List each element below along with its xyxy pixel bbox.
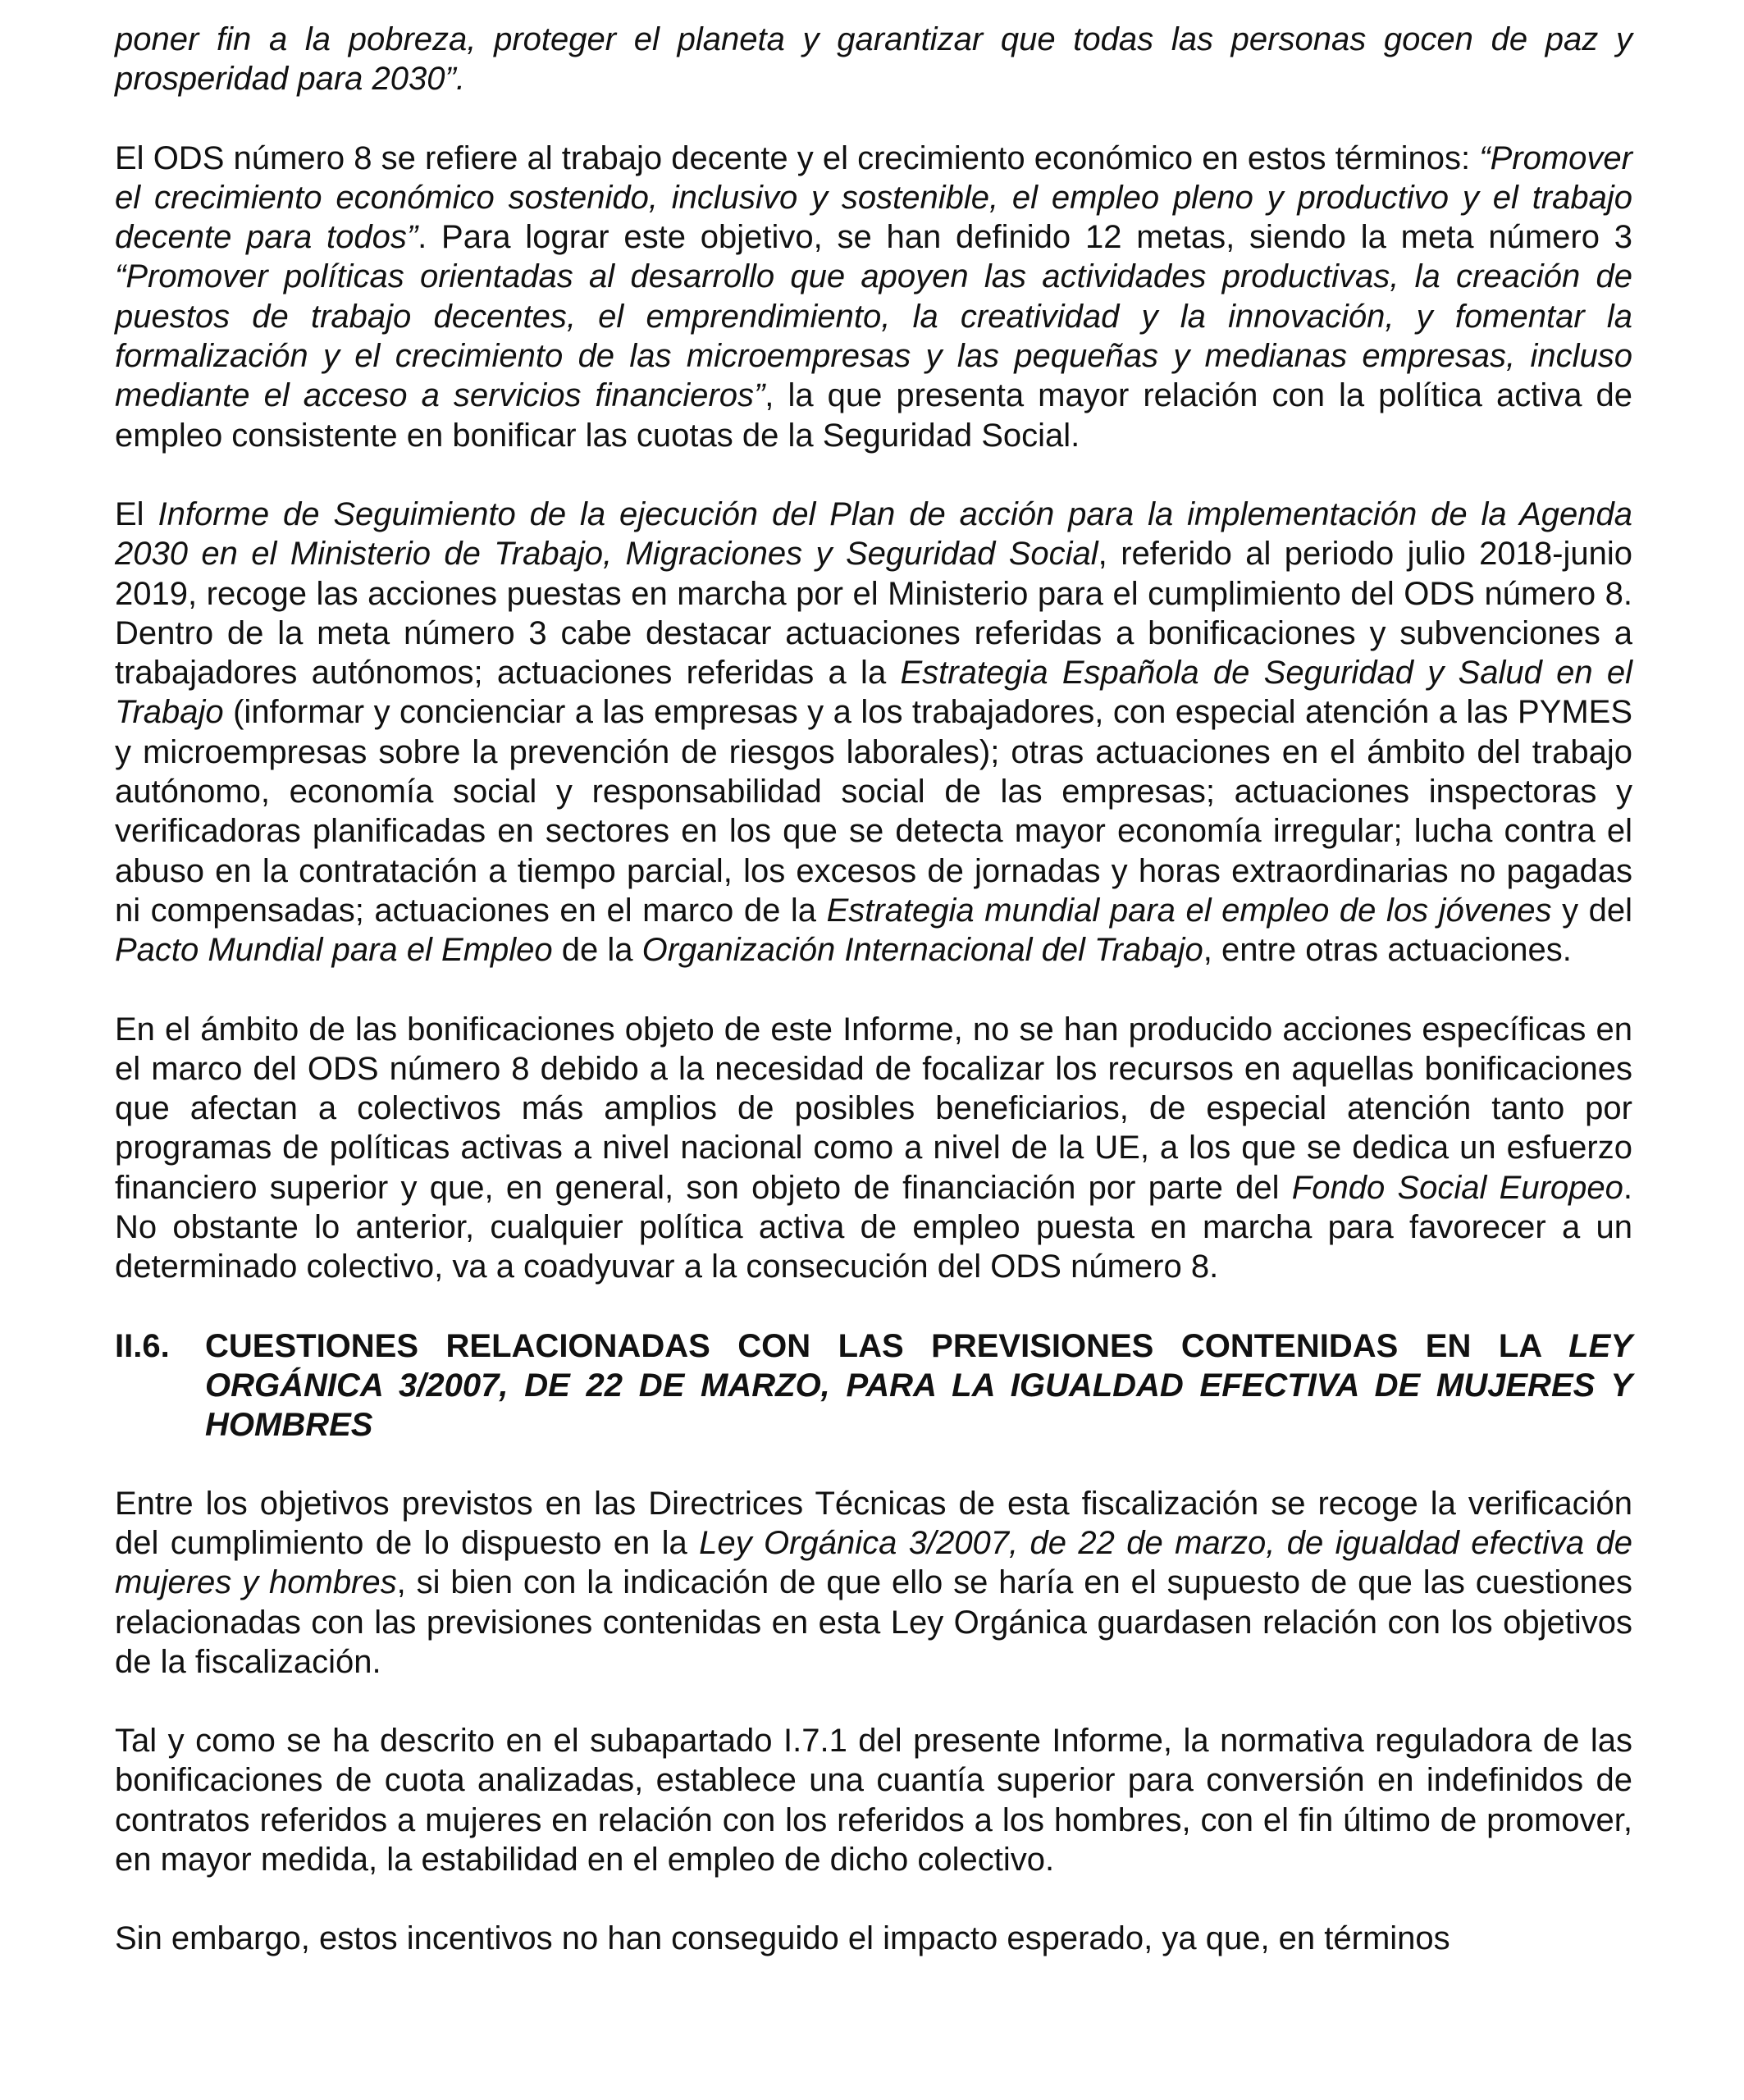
paragraphs-before-section <box>115 20 1632 1287</box>
italic-text: “Promover políticas orientadas al desarrollo que apoyen las actividades productivas, la creación de puestos de trabajo decentes, el emprendimiento, la creatividad y la innovación, y fomentar la formalización y el crecimiento de las microempresas y las pequeñas y medianas empresas, incluso mediante el acceso a servicios financieros” <box>115 258 1632 414</box>
text-segment: . Para lograr este objetivo, se han definido 12 metas, siendo la meta número 3 <box>418 219 1632 256</box>
text-segment: Tal y como se ha descrito en el subapartado I.7.1 del presente Informe, la normativa reguladora de las bonificaciones de cuota analizadas, establece una cuantía superior para conversión en indefinidos de contratos referidos a mujeres en relación con los referidos a los hombres, con el fin último de promover, en mayor medida, la estabilidad en el empleo de dicho colectivo. <box>115 1723 1632 1878</box>
italic-text: poner fin a la pobreza, proteger el planeta y garantizar que todas las personas gocen de paz y prosperidad para 2030”. <box>115 21 1632 98</box>
paragraph <box>115 495 1632 970</box>
italic-text: Pacto Mundial para el Empleo <box>115 932 553 969</box>
section-title-plain: CUESTIONES RELACIONADAS CON LAS PREVISIONES CONTENIDAS EN LA <box>205 1327 1569 1364</box>
text-segment: El <box>115 495 158 532</box>
paragraph <box>115 1484 1632 1682</box>
section-title <box>205 1326 1632 1445</box>
text-segment: Sin embargo, estos incentivos no han conseguido el impacto esperado, ya que, en términos <box>115 1920 1450 1957</box>
section-heading <box>115 1326 1632 1445</box>
text-segment: (informar y concienciar a las empresas y a los trabajadores, con especial atención a las PYMES y microempresas sobre la prevención de riesgos laborales); otras actuaciones en el ámbito del trabajo autónomo, economía social y responsabilidad social de las empresas; actuaciones inspectoras y verificadoras planificadas en sectores en los que se detecta mayor economía irregular; lucha contra el abuso en la contratación a tiempo parcial, los excesos de jornadas y horas extraordinarias no pagadas ni compensadas; actuaciones en el marco de la <box>115 694 1632 929</box>
paragraph <box>115 1010 1632 1287</box>
italic-text: Informe de Seguimiento de la ejecución del Plan de acción para la implementación de la Agenda 2030 en el Ministerio de Trabajo, Migraciones y Seguridad Social <box>115 495 1632 573</box>
italic-text: Estrategia Española de Seguridad y Salud en el Trabajo <box>115 655 1633 731</box>
text-segment: , si bien con la indicación de que ello se haría en el supuesto de que las cuestiones relacionadas con las previsiones contenidas en esta Ley Orgánica guardasen relación con los objetivos de la fiscalización. <box>115 1564 1633 1680</box>
text-segment: y del <box>1551 892 1632 929</box>
paragraph <box>115 1919 1632 1958</box>
text-segment: , la que presenta mayor relación con la política activa de empleo consistente en bonificar las cuotas de la Seguridad Social. <box>115 377 1633 454</box>
italic-text: “Promover el crecimiento económico sostenido, inclusivo y sostenible, el empleo pleno y productivo y el trabajo decente para todos” <box>115 139 1632 256</box>
text-segment: , referido al periodo julio 2018-junio 2019, recoge las acciones puestas en marcha por el Ministerio para el cumplimiento del ODS número 8. Dentro de la meta número 3 cabe destacar actuaciones referidas a bonificaciones y subvenciones a trabajadores autónomos; actuaciones referidas a la <box>115 536 1632 692</box>
text-segment: de la <box>552 932 642 969</box>
italic-text: Estrategia mundial para el empleo de los jóvenes <box>826 892 1552 929</box>
text-segment: El ODS número 8 se refiere al trabajo decente y el crecimiento económico en estos términos: <box>115 139 1480 176</box>
paragraph <box>115 20 1632 99</box>
italic-text: Ley Orgánica 3/2007, de 22 de marzo, de igualdad efectiva de mujeres y hombres <box>115 1524 1632 1601</box>
italic-text: Fondo Social Europeo <box>1291 1169 1623 1206</box>
paragraph <box>115 1721 1632 1879</box>
section-title-italic: LEY ORGÁNICA 3/2007, DE 22 DE MARZO, PARA LA IGUALDAD EFECTIVA DE MUJERES Y HOMBRES <box>205 1327 1632 1443</box>
text-segment: . No obstante lo anterior, cualquier política activa de empleo puesta en marcha para favorecer a un determinado colectivo, va a coadyuvar a la consecución del ODS número 8. <box>115 1169 1632 1285</box>
italic-text: Organización Internacional del Trabajo <box>641 932 1203 969</box>
text-segment: En el ámbito de las bonificaciones objeto de este Informe, no se han producido acciones específicas en el marco del ODS número 8 debido a la necesidad de focalizar los recursos en aquellas bonificaciones que afectan a colectivos más amplios de posibles beneficiarios, de especial atención tanto por programas de políticas activas a nivel nacional como a nivel de la UE, a los que se dedica un esfuerzo financiero superior y que, en general, son objeto de financiación por parte del <box>115 1011 1632 1206</box>
document-page <box>115 20 1632 1998</box>
paragraph <box>115 139 1632 455</box>
section-number: II.6. <box>115 1327 170 1364</box>
paragraphs-after-section <box>115 1484 1632 1959</box>
text-segment: , entre otras actuaciones. <box>1203 932 1572 969</box>
text-segment: Entre los objetivos previstos en las Directrices Técnicas de esta fiscalización se recoge la verificación del cumplimiento de lo dispuesto en la <box>115 1485 1632 1561</box>
